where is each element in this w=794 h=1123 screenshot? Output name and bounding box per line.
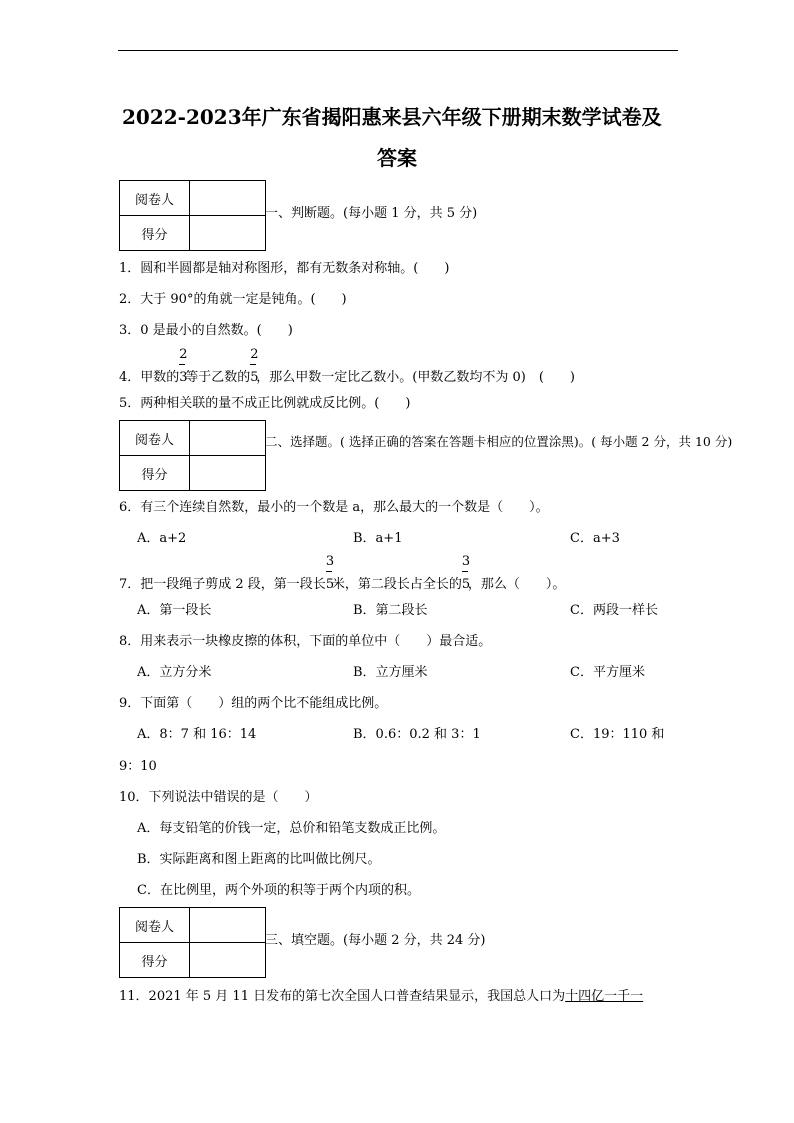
q10-option-c: C．在比例里，两个外项的积等于两个内项的积。 — [137, 883, 420, 898]
q8-option-a: A．立方分米 — [137, 665, 212, 680]
q4-text-a: 4．甲数的 — [119, 370, 180, 385]
q4-f2-denominator: 5 — [250, 370, 259, 385]
q4-f1-denominator: 3 — [179, 370, 188, 385]
q7-text-b: 米，第二段长占全长的 — [331, 577, 462, 592]
q9-option-a: A．8：7 和 16：14 — [137, 727, 257, 742]
reviewer-label: 阅卷人 — [120, 181, 190, 216]
score-cell — [190, 216, 266, 251]
q11-underlined-answer: 十四亿一千一 — [565, 989, 644, 1004]
question-1: 1．圆和半圆都是轴对称图形，都有无数条对称轴。( ) — [119, 261, 450, 276]
score-box-3 — [119, 907, 266, 978]
q7-text-a: 7．把一段绳子剪成 2 段，第一段长 — [119, 577, 326, 592]
q6-option-a: A．a+2 — [137, 531, 187, 546]
q9-option-b: B．0.6：0.2 和 3：1 — [353, 727, 481, 742]
reviewer-cell — [190, 181, 266, 216]
question-10: 10．下列说法中错误的是（ ） — [119, 790, 318, 805]
score-cell — [190, 456, 266, 491]
q10-option-b: B．实际距离和图上距离的比叫做比例尺。 — [137, 852, 381, 867]
question-4 — [119, 347, 575, 385]
q4-fraction-1 — [179, 347, 188, 385]
section-1-heading: 一、判断题。(每小题 1 分，共 5 分) — [265, 206, 478, 221]
q7-f2-numerator: 3 — [461, 554, 471, 569]
question-11 — [119, 990, 643, 1003]
q9-option-c-continued: 9：10 — [119, 759, 157, 774]
score-cell — [190, 943, 266, 978]
q4-fraction-2 — [250, 347, 259, 385]
q6-option-b: B．a+1 — [353, 531, 403, 546]
q7-text-c: ，那么（ ）。 — [467, 577, 566, 592]
reviewer-cell — [190, 421, 266, 456]
q4-f1-numerator: 2 — [179, 347, 188, 362]
q10-option-a: A．每支铅笔的价钱一定，总价和铅笔支数成正比例。 — [137, 821, 446, 836]
score-box-1 — [119, 180, 266, 251]
q11-text: 11．2021 年 5 月 11 日发布的第七次全国人口普查结果显示，我国总人口为 — [119, 989, 566, 1004]
q6-option-c: C．a+3 — [570, 531, 620, 546]
score-label: 得分 — [120, 456, 190, 491]
q9-option-c: C．19：110 和 — [570, 727, 665, 742]
question-5: 5．两种相关联的量不成正比例就成反比例。( ) — [119, 396, 411, 411]
section-3-heading: 三、填空题。(每小题 2 分，共 24 分) — [265, 933, 486, 948]
section-2-heading: 二、选择题。( 选择正确的答案在答题卡相应的位置涂黑)。( 每小题 2 分，共 10 分) — [265, 434, 733, 449]
q8-option-b: B．立方厘米 — [353, 665, 428, 680]
q7-f1-numerator: 3 — [325, 554, 335, 569]
q7-option-c: C．两段一样长 — [570, 603, 658, 618]
q7-f1-denominator: 5 — [325, 577, 335, 592]
score-label: 得分 — [120, 943, 190, 978]
question-6: 6．有三个连续自然数，最小的一个数是 a，那么最大的一个数是（ ）。 — [119, 500, 549, 515]
question-9: 9．下面第（ ）组的两个比不能组成比例。 — [119, 696, 388, 711]
q7-option-b: B．第二段长 — [353, 603, 428, 618]
question-2: 2．大于 90°的角就一定是钝角。( ) — [119, 292, 347, 307]
score-label: 得分 — [120, 216, 190, 251]
question-3: 3．0 是最小的自然数。( ) — [119, 323, 293, 338]
question-8: 8．用来表示一块橡皮擦的体积，下面的单位中（ ）最合适。 — [119, 634, 492, 649]
header-rule — [118, 50, 678, 51]
reviewer-label: 阅卷人 — [120, 908, 190, 943]
q4-text-b: 等于乙数的 — [185, 370, 251, 385]
q4-text-c: ，那么甲数一定比乙数小。(甲数乙数均不为 0) ( ) — [256, 370, 575, 385]
title-line-1: 2022-2023年广东省揭阳惠来县六年级下册期末数学试卷及 — [122, 105, 662, 129]
q4-f2-numerator: 2 — [250, 347, 259, 362]
reviewer-label: 阅卷人 — [120, 421, 190, 456]
question-7 — [119, 554, 566, 592]
q7-fraction-2 — [461, 554, 471, 592]
title-line-2: 答案 — [377, 146, 417, 170]
score-box-2 — [119, 420, 266, 491]
q7-fraction-1 — [325, 554, 335, 592]
q7-option-a: A．第一段长 — [137, 603, 212, 618]
q7-f2-denominator: 5 — [461, 577, 471, 592]
q8-option-c: C．平方厘米 — [570, 665, 645, 680]
reviewer-cell — [190, 908, 266, 943]
